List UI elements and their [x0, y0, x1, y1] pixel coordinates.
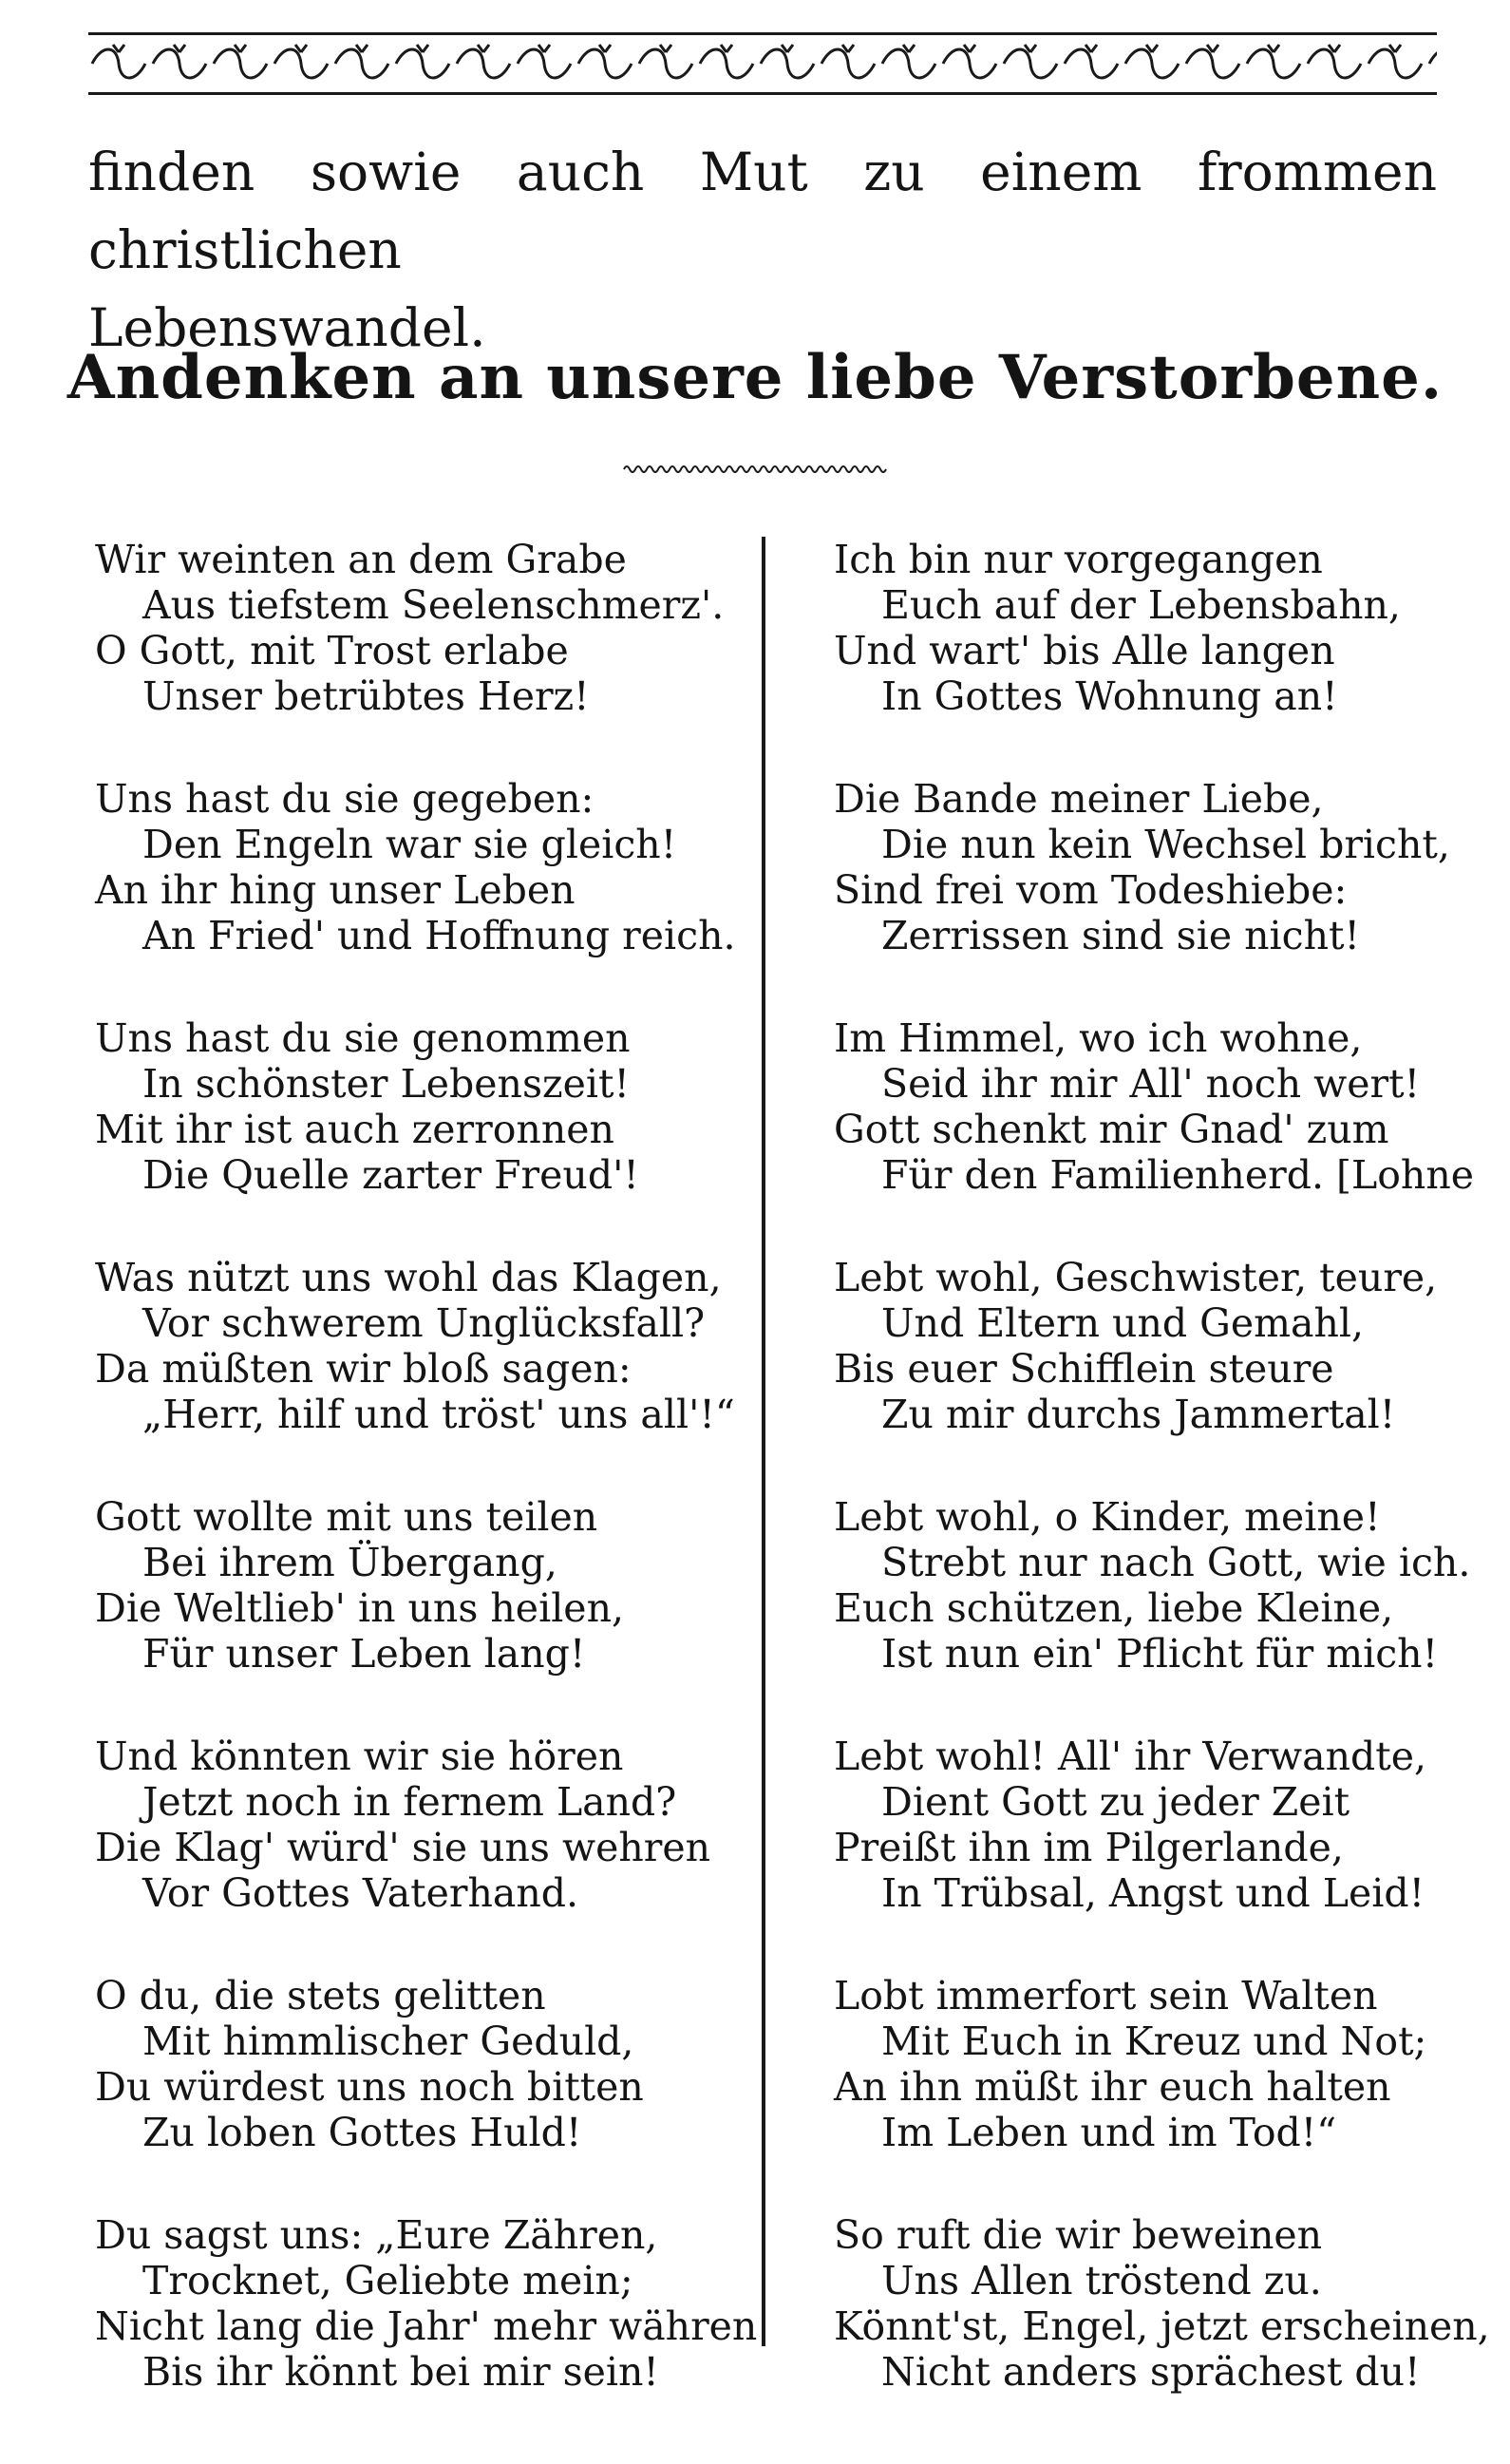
verse-line: Gott schenkt mir Gnad' zum [834, 1107, 1389, 1152]
verse-line: Nicht anders sprächest du! [881, 2349, 1421, 2395]
verse-line: Für den Familienherd. [Lohne [881, 1152, 1474, 1198]
verse-line: Die Quelle zarter Freud'! [142, 1152, 639, 1198]
verse-line: Für unser Leben lang! [142, 1631, 586, 1677]
verse-line: Gott wollte mit uns teilen [95, 1494, 598, 1540]
stanza [95, 2212, 758, 2452]
poem-right-column [834, 537, 1490, 2452]
stanza [834, 1015, 1474, 1255]
verse-line: Bis euer Schifflein steure [834, 1346, 1334, 1392]
verse-line: Lobt immerfort sein Walten [834, 1973, 1378, 2019]
stanza [834, 1494, 1471, 1734]
verse-line: Euch schützen, liebe Kleine, [834, 1585, 1394, 1631]
verse-line: Lebt wohl! All' ihr Verwandte, [834, 1734, 1427, 1779]
stanza [95, 1973, 750, 2212]
floral-ornament-icon [88, 35, 1437, 92]
verse-line: Im Leben und im Tod!“ [881, 2110, 1337, 2155]
verse-line: Ist nun ein' Pflicht für mich! [881, 1631, 1439, 1677]
ornamental-border [88, 32, 1437, 95]
stanza [834, 2212, 1490, 2452]
poem-title: Andenken an unsere liebe Verstorbene. [66, 342, 1444, 413]
verse-line: An ihr hing unser Leben [95, 867, 576, 913]
verse-line: Lebt wohl, o Kinder, meine! [834, 1494, 1381, 1540]
verse-line: Zu loben Gottes Huld! [142, 2110, 582, 2155]
verse-line: Dient Gott zu jeder Zeit [881, 1779, 1350, 1825]
verse-line: Was nützt uns wohl das Klagen, [95, 1255, 722, 1300]
verse-line: O Gott, mit Trost erlabe [95, 628, 569, 673]
intro-line: finden sowie auch Mut zu einem frommen christlichen [88, 142, 1437, 280]
stanza [834, 537, 1451, 776]
verse-line: Sind frei vom Todeshiebe: [834, 867, 1348, 913]
intro-line: Lebenswandel. [88, 297, 486, 358]
stanza [95, 776, 750, 1015]
verse-line: Die Klag' würd' sie uns wehren [95, 1825, 711, 1870]
verse-line: An ihn müßt ihr euch halten [834, 2064, 1391, 2110]
stanza [95, 1734, 750, 1973]
verse-line: Seid ihr mir All' noch wert! [881, 1061, 1421, 1107]
verse-line: Strebt nur nach Gott, wie ich. [881, 1540, 1471, 1585]
verse-line: Du sagst uns: „Eure Zähren, [95, 2212, 658, 2258]
poem-left-column [95, 537, 758, 2452]
verse-line: In Trübsal, Angst und Leid! [881, 1870, 1425, 1916]
verse-line: Unser betrübtes Herz! [142, 673, 590, 719]
verse-line: Im Himmel, wo ich wohne, [834, 1015, 1363, 1061]
verse-line: Uns hast du sie genommen [95, 1015, 631, 1061]
verse-line: Bis ihr könnt bei mir sein! [142, 2349, 659, 2395]
verse-line: Den Engeln war sie gleich! [142, 822, 677, 867]
verse-line: Könnt'st, Engel, jetzt erscheinen, [834, 2303, 1490, 2349]
wavy-divider-icon [622, 462, 888, 477]
verse-line: Mit ihr ist auch zerronnen [95, 1107, 614, 1152]
verse-line: Wir weinten an dem Grabe [95, 537, 627, 582]
verse-line: Da müßten wir bloß sagen: [95, 1346, 632, 1392]
verse-line: So ruft die wir beweinen [834, 2212, 1323, 2258]
verse-line: Vor Gottes Vaterhand. [142, 1870, 579, 1916]
verse-line: Lebt wohl, Geschwister, teure, [834, 1255, 1438, 1300]
verse-line: Zu mir durchs Jammertal! [881, 1392, 1396, 1437]
verse-line: Preißt ihn im Pilgerlande, [834, 1825, 1344, 1870]
verse-line: Du würdest uns noch bitten [95, 2064, 644, 2110]
stanza [834, 1734, 1451, 1973]
stanza [95, 1255, 750, 1494]
verse-line: Uns Allen tröstend zu. [881, 2258, 1322, 2303]
verse-line: Aus tiefstem Seelenschmerz'. [142, 582, 725, 628]
verse-line: Trocknet, Geliebte mein; [142, 2258, 633, 2303]
verse-line: Vor schwerem Unglücksfall? [142, 1300, 706, 1346]
verse-line: In Gottes Wohnung an! [881, 673, 1338, 719]
verse-line: Mit Euch in Kreuz und Not; [881, 2019, 1427, 2064]
verse-line: Uns hast du sie gegeben: [95, 776, 595, 822]
verse-line: In schönster Lebenszeit! [142, 1061, 630, 1107]
stanza [95, 537, 750, 776]
verse-line: Jetzt noch in fernem Land? [142, 1779, 677, 1825]
verse-line: Euch auf der Lebensbahn, [881, 582, 1401, 628]
stanza [834, 1973, 1451, 2212]
verse-line: Die Bande meiner Liebe, [834, 776, 1324, 822]
verse-line: Und Eltern und Gemahl, [881, 1300, 1365, 1346]
verse-line: Und wart' bis Alle langen [834, 628, 1335, 673]
stanza [834, 1255, 1451, 1494]
verse-line: O du, die stets gelitten [95, 1973, 546, 2019]
verse-line: Zerrissen sind sie nicht! [881, 913, 1360, 958]
intro-paragraph [88, 133, 1437, 367]
stanza [95, 1015, 750, 1255]
stanza [95, 1494, 750, 1734]
verse-line: „Herr, hilf und tröst' uns all'!“ [142, 1392, 735, 1437]
verse-line: Die Weltlieb' in uns heilen, [95, 1585, 625, 1631]
stanza [834, 776, 1451, 1015]
verse-line: Und könnten wir sie hören [95, 1734, 624, 1779]
verse-line: Mit himmlischer Geduld, [142, 2019, 634, 2064]
verse-line: Ich bin nur vorgegangen [834, 537, 1323, 582]
verse-line: An Fried' und Hoffnung reich. [142, 913, 736, 958]
column-divider [762, 537, 765, 2346]
verse-line: Bei ihrem Übergang, [142, 1540, 557, 1585]
verse-line: Nicht lang die Jahr' mehr währen [95, 2303, 758, 2349]
verse-line: Die nun kein Wechsel bricht, [881, 822, 1450, 867]
